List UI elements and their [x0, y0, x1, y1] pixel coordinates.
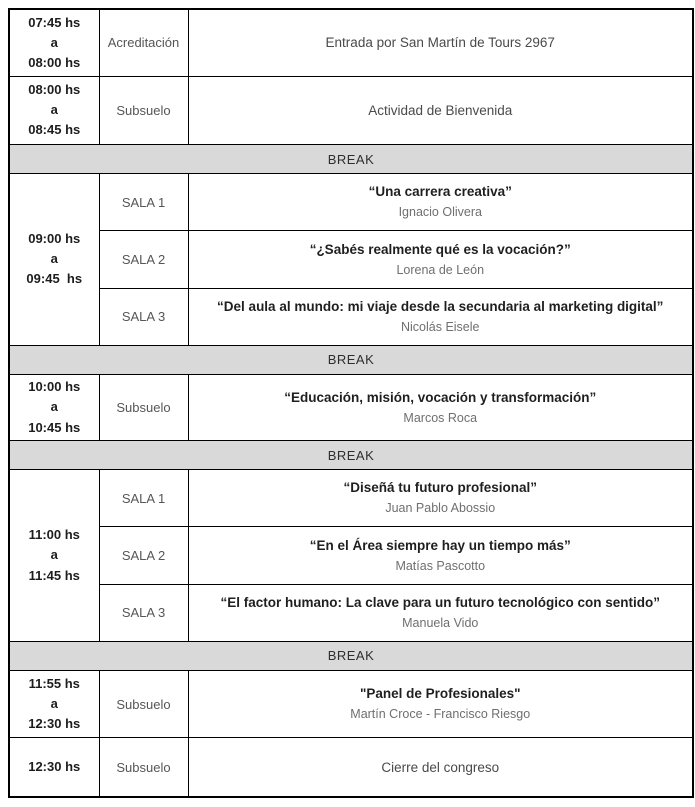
time-cell — [9, 174, 99, 346]
break-label: BREAK — [9, 145, 693, 174]
time-separator: a — [50, 547, 58, 563]
table-row — [9, 374, 693, 440]
session-title: “El factor humano: La clave para un futuro tecnológico con sentido” — [220, 594, 661, 610]
session-title: "Panel de Profesionales" — [359, 686, 521, 702]
time-separator: a — [50, 399, 58, 415]
session-speaker: Marcos Roca — [403, 410, 478, 425]
session-title: “Del aula al mundo: mi viaje desde la secundaria al marketing digital” — [217, 298, 664, 314]
session-title: “Educación, misión, vocación y transformación” — [284, 389, 597, 405]
event-cell: Actividad de Bienvenida — [188, 76, 693, 144]
table-row — [9, 174, 693, 231]
time-end: 08:00 hs — [28, 54, 81, 70]
time-end: 10:45 hs — [28, 419, 81, 435]
event-cell — [188, 670, 693, 737]
room-cell: SALA 1 — [99, 174, 188, 231]
event-cell — [188, 527, 693, 584]
location-cell: Acreditación — [99, 9, 188, 76]
session-speaker: Lorena de León — [396, 262, 485, 277]
break-label: BREAK — [9, 441, 693, 470]
table-row — [9, 584, 693, 641]
time-cell — [9, 470, 99, 642]
room-cell: SALA 3 — [99, 288, 188, 345]
time-start: 10:00 hs — [28, 379, 81, 395]
table-row — [9, 527, 693, 584]
room-cell: SALA 2 — [99, 231, 188, 288]
time-end: 09:45 hs — [26, 271, 83, 287]
event-cell — [188, 374, 693, 440]
event-cell: Cierre del congreso — [188, 738, 693, 797]
event-cell — [188, 231, 693, 288]
break-label: BREAK — [9, 641, 693, 670]
break-row — [9, 145, 693, 174]
time-start: 11:00 hs — [28, 527, 80, 543]
table-row — [9, 470, 693, 527]
session-title: “En el Área siempre hay un tiempo más” — [309, 537, 571, 553]
table-row — [9, 670, 693, 737]
table-row — [9, 738, 693, 797]
time-cell — [9, 374, 99, 440]
table-row — [9, 288, 693, 345]
room-cell: SALA 2 — [99, 527, 188, 584]
event-cell — [188, 174, 693, 231]
session-speaker: Martín Croce - Francisco Riesgo — [350, 707, 531, 722]
time-start: 11:55 hs — [28, 675, 80, 691]
event-cell — [188, 470, 693, 527]
time-end: 08:45 hs — [28, 122, 81, 138]
session-title: “Diseñá tu futuro profesional” — [343, 480, 537, 496]
time-start: 08:00 hs — [28, 82, 81, 98]
event-cell: Entrada por San Martín de Tours 2967 — [188, 9, 693, 76]
time-start: 09:00 hs — [28, 231, 81, 247]
time-cell — [9, 738, 99, 797]
time-start: 07:45 hs — [28, 14, 81, 30]
time-end: 11:45 hs — [28, 567, 80, 583]
break-row — [9, 641, 693, 670]
session-speaker: Juan Pablo Abossio — [385, 501, 496, 516]
schedule-table — [8, 8, 694, 798]
time-cell — [9, 9, 99, 76]
time-cell — [9, 76, 99, 144]
table-row — [9, 76, 693, 144]
time-separator: a — [50, 251, 58, 267]
location-cell: Subsuelo — [99, 374, 188, 440]
event-cell — [188, 584, 693, 641]
table-row — [9, 9, 693, 76]
session-title: “¿Sabés realmente qué es la vocación?” — [309, 241, 571, 257]
table-row — [9, 231, 693, 288]
time-separator: a — [50, 34, 58, 50]
break-row — [9, 441, 693, 470]
location-cell: Subsuelo — [99, 738, 188, 797]
session-speaker: Manuela Vido — [402, 615, 479, 630]
time-separator: a — [50, 102, 58, 118]
room-cell: SALA 3 — [99, 584, 188, 641]
location-cell: Subsuelo — [99, 76, 188, 144]
session-speaker: Nicolás Eisele — [400, 319, 480, 334]
location-cell: Subsuelo — [99, 670, 188, 737]
session-title: “Una carrera creativa” — [368, 184, 512, 200]
time-single: 12:30 hs — [28, 759, 81, 774]
event-cell — [188, 288, 693, 345]
session-speaker: Matías Pascotto — [395, 558, 486, 573]
break-label: BREAK — [9, 345, 693, 374]
time-end: 12:30 hs — [28, 716, 81, 732]
session-speaker: Ignacio Olivera — [398, 205, 482, 220]
break-row — [9, 345, 693, 374]
time-cell — [9, 670, 99, 737]
time-separator: a — [50, 695, 58, 711]
room-cell: SALA 1 — [99, 470, 188, 527]
